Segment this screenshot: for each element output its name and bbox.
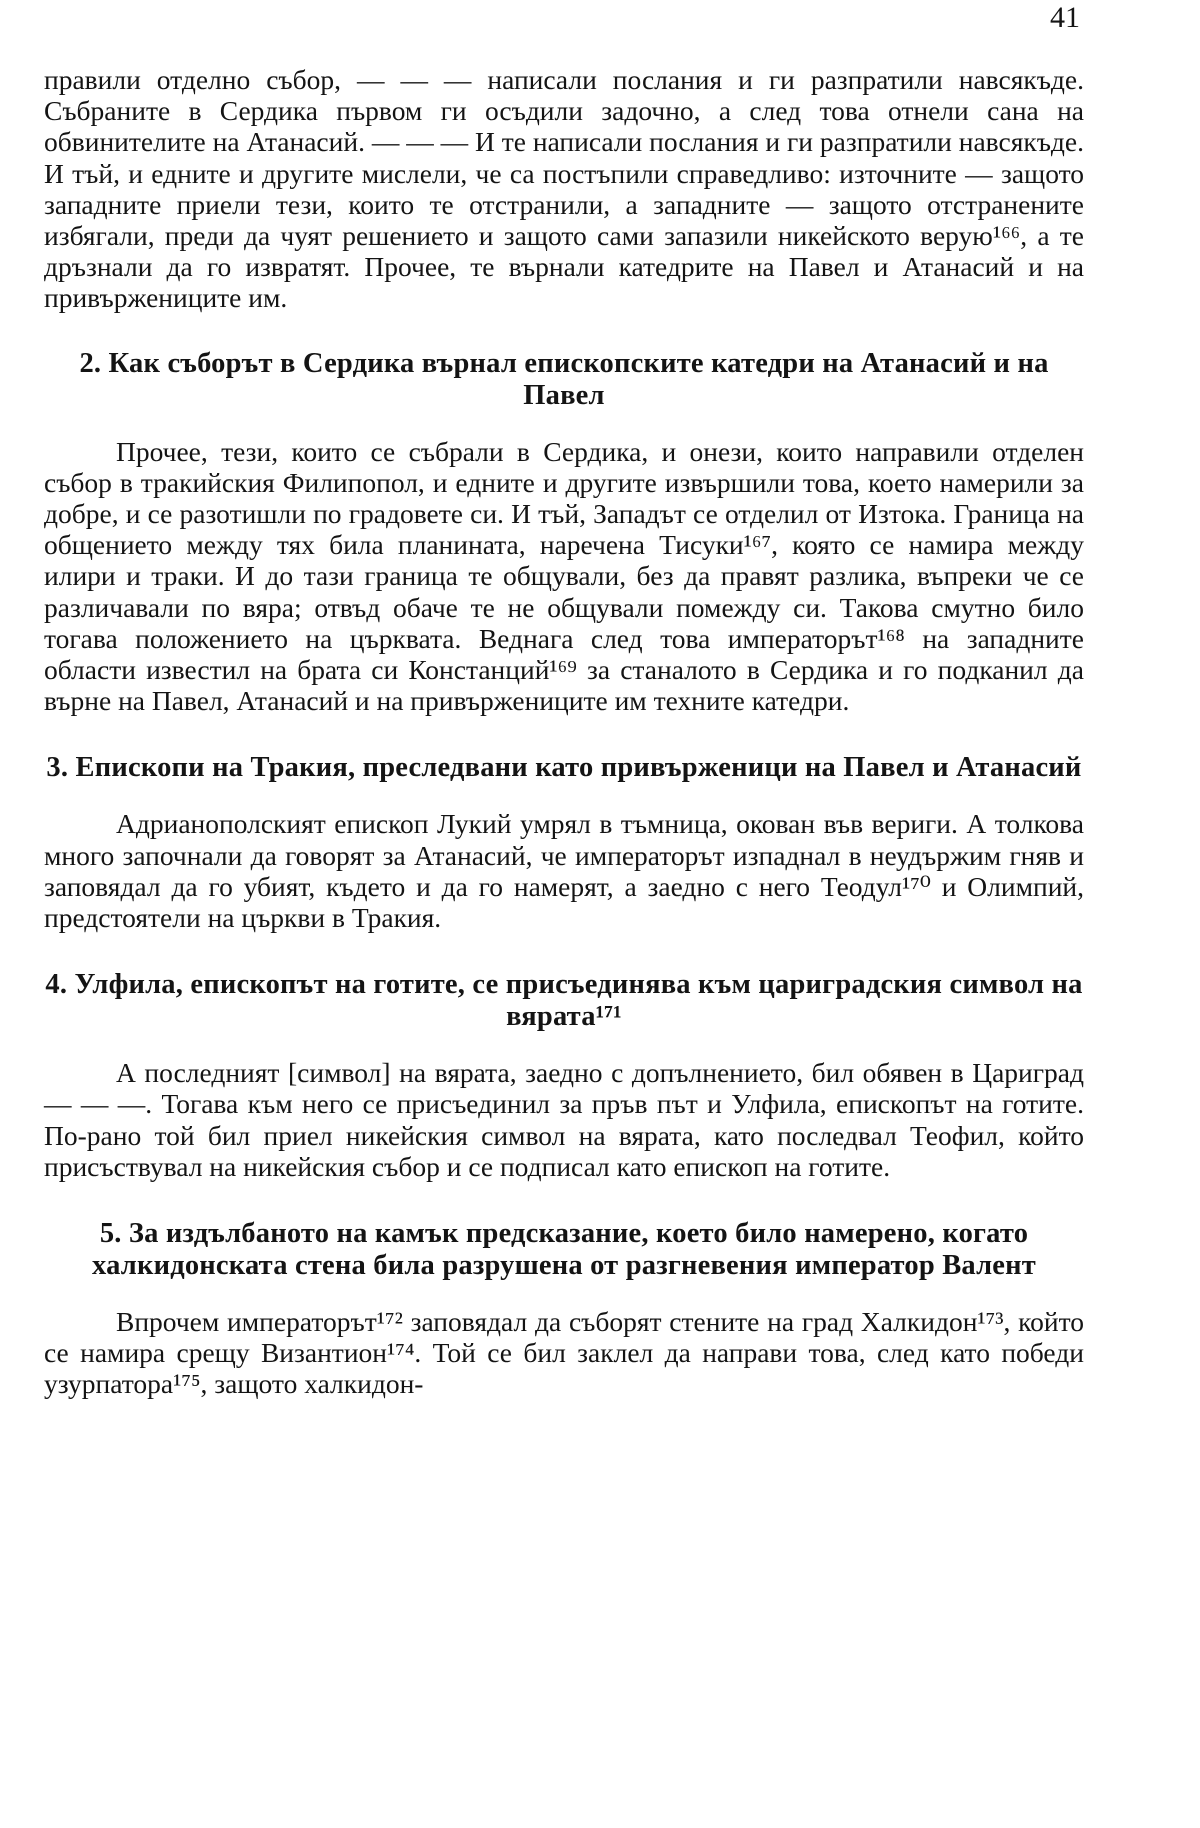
spacer [44, 1282, 1084, 1306]
spacer [44, 412, 1084, 436]
section-2-paragraph: Прочее, тези, които се събрали в Сердика, и онези, които направили отделен събор в тракийския Филипопол, и едните и другите извършили това, което намерили за добре, и се разотишли по градовете си. И тъй, Западът се отделил от Изтока. Граница на общението между тях била планината, наречена Тисуки¹⁶⁷, която се намира между илири и траки. И до тази граница те общували, без да правят разлика, въпреки че се различавали по вяра; отвъд обаче те не общували помежду си. Такова смутно било тогава положението на църквата. Веднага след това императорът¹⁶⁸ на западните области известил на брата си Констанций¹⁶⁹ за станалото в Сердика и го подканил да върне на Павел, Атанасий и на привържениците им техните катедри. [44, 435, 1084, 717]
spacer [44, 1182, 1084, 1218]
section-4-heading: 4. Улфила, епископът на готите, се присъединява към цариградския символ на вярата¹⁷¹ [45, 969, 1083, 1033]
section-5-heading: 5. За издълбаното на камък предсказание, което било намерено, когато халкидонската стена била разрушена от разгневения император Валент [92, 1218, 1036, 1282]
page-number: 41 [1050, 1, 1080, 34]
section-2-heading: 2. Как съборът в Сердика върнал епископските катедри на Атанасий и на Павел [79, 347, 1049, 411]
section-3-paragraph: Адрианополският епископ Лукий умрял в тъмница, окован във вериги. А толкова много започнали да говорят за Атанасий, че императорът изпаднал в неудържим гняв и заповядал да го убият, където и да го намерят, а заедно с него Теодул¹⁷⁰ и Олимпий, предстоятели на църкви в Тракия. [44, 808, 1084, 934]
spacer [44, 784, 1084, 808]
section-3-heading: 3. Епископи на Тракия, преследвани като привърженици на Павел и Атанасий [46, 752, 1082, 784]
section-5-paragraph: Впрочем императорът¹⁷² заповядал да съборят стените на град Халкидон¹⁷³, който се намира срещу Византион¹⁷⁴. Той се бил заклел да направи това, след като победи узурпатора¹⁷⁵, защото халкидон- [44, 1306, 1084, 1400]
spacer [44, 314, 1084, 348]
intro-paragraph: правили отделно събор, — — — написали послания и ги разпратили навсякъде. Събраните в Сердика първом ги осъдили задочно, а след това отнели сана на обвинителите на Атанасий. — — — И те написали послания и ги разпратили навсякъде. И тъй, и едните и другите мислели, че са постъпили справедливо: източните — защото западните приели тези, които те отстранили, а западните — защото отстранените избягали, преди да чуят решението и защото сами запазили никейското верую¹⁶⁶, а те дръзнали да го извратят. Прочее, те върнали катедрите на Павел и Атанасий и на привържениците им. [44, 64, 1084, 314]
spacer [44, 716, 1084, 752]
text-column [44, 64, 1084, 1400]
section-4-paragraph: А последният [символ] на вярата, заедно с допълнението, бил обявен в Цариград — — —. Тогава към него се присъединил за пръв път и Улфила, епископът на готите. По-рано той бил приел никейския символ на вярата, като последвал Теофил, който присъствувал на никейския събор и се подписал като епископ на готите. [44, 1057, 1084, 1182]
spacer [44, 1033, 1084, 1057]
spacer [44, 933, 1084, 969]
